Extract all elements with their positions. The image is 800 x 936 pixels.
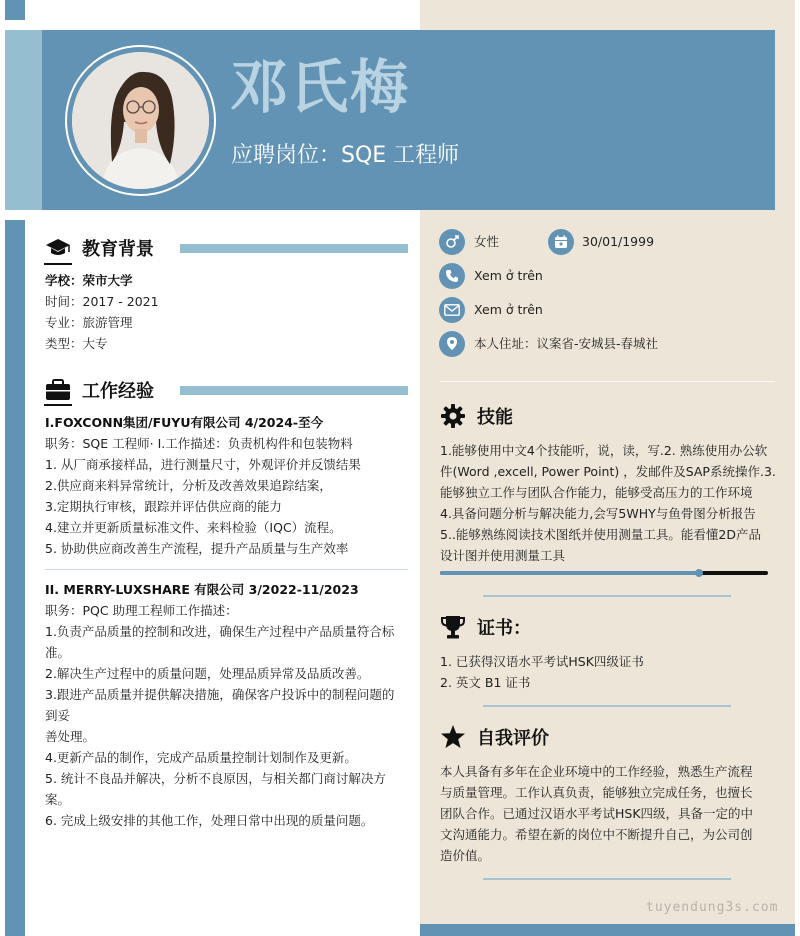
job-2-line: 2.解决生产过程中的质量问题，处理品质异常及品质改善。 xyxy=(45,666,370,681)
gender-icon xyxy=(439,229,465,255)
experience-heading xyxy=(44,377,154,403)
self-evaluation-divider xyxy=(483,878,731,880)
certificate-item: 1. 已获得汉语水平考试HSK四级证书 xyxy=(440,654,644,669)
skills-line: 1.能够使用中文4个技能听，说，读，写.2. 熟练使用办公软 xyxy=(440,443,768,458)
job-2-line: 到妥 xyxy=(45,708,71,723)
email-icon xyxy=(439,297,465,323)
bottom-accent-strip xyxy=(420,924,795,936)
education-type: 类型：大专 xyxy=(45,336,108,351)
experience-underline xyxy=(44,404,72,406)
gender-value: 女性 xyxy=(474,234,500,249)
phone-icon xyxy=(439,263,465,289)
candidate-name: 邓氏梅 xyxy=(230,53,411,121)
certificates-divider xyxy=(483,705,731,707)
self-evaluation-line: 本人具备有多年在企业环境中的工作经验，熟悉生产流程 xyxy=(440,764,753,779)
job-1-header: I.FOXCONN集团/FUYU有限公司 4/2024-至今 xyxy=(45,415,324,430)
contact-divider xyxy=(440,381,775,382)
job-2-line: 案。 xyxy=(45,792,71,807)
self-evaluation-line: 文沟通能力。希望在新的岗位中不断提升自己，为公司创 xyxy=(440,827,753,842)
self-evaluation-line: 造价值。 xyxy=(440,848,491,863)
job-1-line: 职务：SQE 工程师· I.工作描述：负责机构件和包装物料 xyxy=(45,436,353,451)
skills-line: 4.具备问题分析与解决能力,会写5WHY与鱼骨图分析报告 xyxy=(440,506,756,521)
location-pin-icon xyxy=(439,331,465,357)
experience-title: 工作经验 xyxy=(82,381,154,402)
job-2-line: 准。 xyxy=(45,645,71,660)
job-2-line: 1.负责产品质量的控制和改进，确保生产过程中产品质量符合标 xyxy=(45,624,395,639)
skills-divider xyxy=(483,595,731,597)
job-2-line: 3.跟进产品质量并提供解决措施，确保客户投诉中的制程问题的 xyxy=(45,687,395,702)
star-icon xyxy=(439,724,467,750)
job-1-line: 1. 从厂商承接样品，进行测量尺寸，外观评价并反馈结果 xyxy=(45,457,361,472)
job-divider xyxy=(45,569,408,570)
self-evaluation-line: 与质量管理。工作认真负责，能够独立完成任务，也擅长 xyxy=(440,785,753,800)
certificates-title: 证书： xyxy=(477,618,531,639)
job-2-header: II. MERRY-LUXSHARE 有限公司 3/2022-11/2023 xyxy=(45,582,359,597)
self-evaluation-heading xyxy=(439,724,549,750)
job-2-line: 职务：PQC 助理工程师工作描述： xyxy=(45,603,238,618)
education-major: 专业：旅游管理 xyxy=(45,315,133,330)
job-1-line: 5. 协助供应商改善生产流程，提升产品质量与生产效率 xyxy=(45,541,349,556)
skills-line: 设计图并使用测量工具 xyxy=(440,548,566,563)
job-1-line: 2.供应商来料异常统计，分析及改善效果追踪结案， xyxy=(45,478,332,493)
watermark: tuyendung3s.com xyxy=(646,900,779,915)
job-2-line: 6. 完成上级安排的其他工作，处理日常中出现的质量问题。 xyxy=(45,813,374,828)
left-side-bar xyxy=(5,220,25,936)
top-accent-square xyxy=(5,0,25,20)
education-time: 时间：2017 - 2021 xyxy=(45,294,159,309)
header-side-bar xyxy=(5,30,42,210)
education-title: 教育背景 xyxy=(82,239,154,260)
calendar-icon xyxy=(548,229,574,255)
email-value: Xem ở trên xyxy=(474,302,543,317)
certificate-item: 2. 英文 B1 证书 xyxy=(440,675,531,690)
applied-position: 应聘岗位：SQE 工程师 xyxy=(231,143,460,168)
birthday-value: 30/01/1999 xyxy=(582,234,655,249)
phone-value: Xem ở trên xyxy=(474,268,543,283)
certificates-heading xyxy=(439,614,531,640)
experience-deco-bar xyxy=(180,386,408,395)
self-evaluation-title: 自我评价 xyxy=(477,728,549,749)
job-2-line: 5. 统计不良品并解决，分析不良原因，与相关都门商讨解决方 xyxy=(45,771,386,786)
skill-level-fill xyxy=(440,571,699,575)
avatar xyxy=(72,52,209,189)
gear-icon xyxy=(439,403,467,429)
education-deco-bar xyxy=(180,244,408,253)
briefcase-icon xyxy=(44,377,72,403)
job-2-line: 善处理。 xyxy=(45,729,96,744)
self-evaluation-line: 团队合作。已通过汉语水平考试HSK四级，具备一定的中 xyxy=(440,806,754,821)
skills-heading xyxy=(439,403,513,429)
skills-line: 件(Word ,excell, Power Point) ，发邮件及SAP系统操作.3. xyxy=(440,464,776,479)
skills-line: 5..能够熟练阅读技术图纸并使用测量工具。能看懂2D产品 xyxy=(440,527,761,542)
job-1-line: 4.建立并更新质量标准文件、来料检验（IQC）流程。 xyxy=(45,520,342,535)
job-2-line: 4.更新产品的制作，完成产品质量控制计划制作及更新。 xyxy=(45,750,357,765)
skill-level-handle xyxy=(695,569,703,577)
address-value: 本人住址：议案省-安城县-春城社 xyxy=(474,336,659,351)
trophy-icon xyxy=(439,614,467,640)
graduation-cap-icon xyxy=(44,235,72,261)
skills-line: 能够独立工作与团队合作能力，能够受高压力的工作环境 xyxy=(440,485,753,500)
education-school: 学校：荣市大学 xyxy=(45,273,133,288)
job-1-line: 3.定期执行审核，跟踪并评估供应商的能力 xyxy=(45,499,282,514)
skills-title: 技能 xyxy=(477,407,513,428)
education-heading xyxy=(44,235,154,261)
education-underline xyxy=(44,263,72,265)
